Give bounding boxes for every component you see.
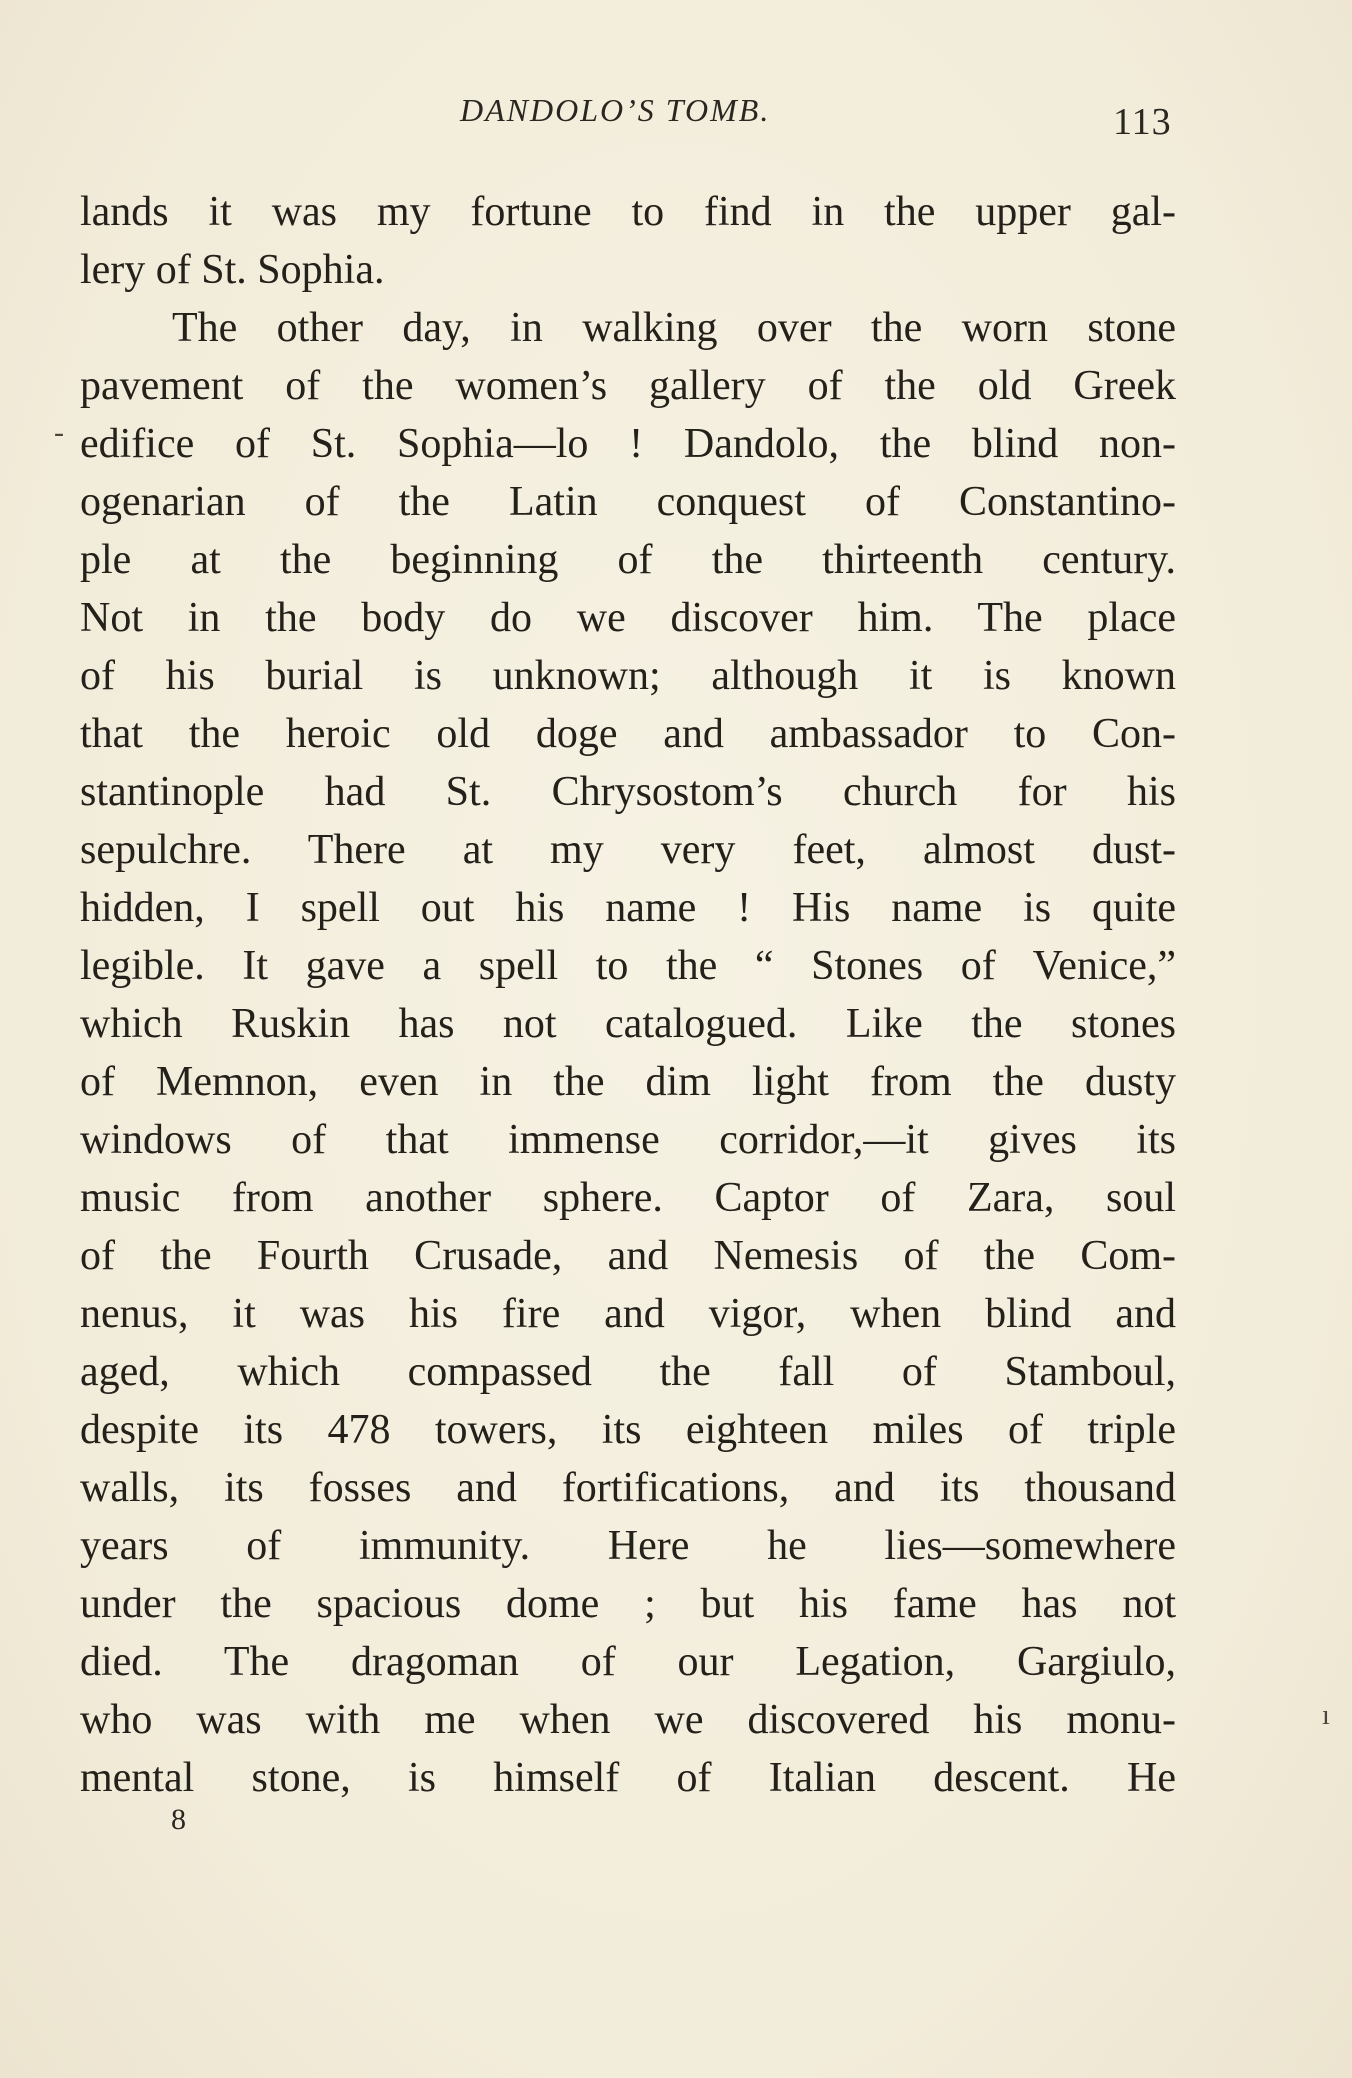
text-line: hidden, I spell out his name ! His name is quite [80, 885, 1176, 931]
text-line: mental stone, is himself of Italian descent. He [80, 1755, 1176, 1801]
body-text [80, 183, 1176, 1807]
margin-mark-left: - [54, 416, 64, 449]
text-line: nenus, it was his fire and vigor, when blind and [80, 1291, 1176, 1337]
text-line: that the heroic old doge and ambassador to Con- [80, 711, 1176, 757]
text-line: pavement of the women’s gallery of the old Greek [80, 363, 1176, 409]
text-line: stantinople had St. Chrysostom’s church for his [80, 769, 1176, 815]
text-line: which Ruskin has not catalogued. Like the stones [80, 1001, 1176, 1047]
running-head-title: DANDOLO’S TOMB. [460, 92, 771, 128]
text-line: music from another sphere. Captor of Zara, soul [80, 1175, 1176, 1221]
page-number: 113 [1113, 101, 1172, 143]
text-line: sepulchre. There at my very feet, almost dust- [80, 827, 1176, 873]
text-line: edifice of St. Sophia—lo ! Dandolo, the blind non- [80, 421, 1176, 467]
text-line: windows of that immense corridor,—it gives its [80, 1117, 1176, 1163]
text-line: The other day, in walking over the worn stone [172, 305, 1176, 351]
text-line: lery of St. Sophia. [80, 247, 385, 293]
text-line: lands it was my fortune to find in the upper gal- [80, 189, 1176, 235]
text-line: ple at the beginning of the thirteenth century. [80, 537, 1176, 583]
text-line: legible. It gave a spell to the “ Stones of Venice,” [80, 943, 1176, 989]
text-line: Not in the body do we discover him. The place [80, 595, 1176, 641]
text-line: who was with me when we discovered his monu- [80, 1697, 1176, 1743]
text-line: of his burial is unknown; although it is known [80, 653, 1176, 699]
text-line: under the spacious dome ; but his fame has not [80, 1581, 1176, 1627]
margin-mark-right: ı [1322, 1700, 1330, 1731]
text-line: despite its 478 towers, its eighteen miles of triple [80, 1407, 1176, 1453]
text-line: walls, its fosses and fortifications, and its thousand [80, 1465, 1176, 1511]
text-line: years of immunity. Here he lies—somewhere [80, 1523, 1176, 1569]
text-line: of the Fourth Crusade, and Nemesis of the Com- [80, 1233, 1176, 1279]
text-line: died. The dragoman of our Legation, Gargiulo, [80, 1639, 1176, 1685]
text-line: of Memnon, even in the dim light from the dusty [80, 1059, 1176, 1105]
text-line: ogenarian of the Latin conquest of Constantino- [80, 479, 1176, 525]
signature-mark: 8 [171, 1803, 186, 1836]
text-line: aged, which compassed the fall of Stamboul, [80, 1349, 1176, 1395]
